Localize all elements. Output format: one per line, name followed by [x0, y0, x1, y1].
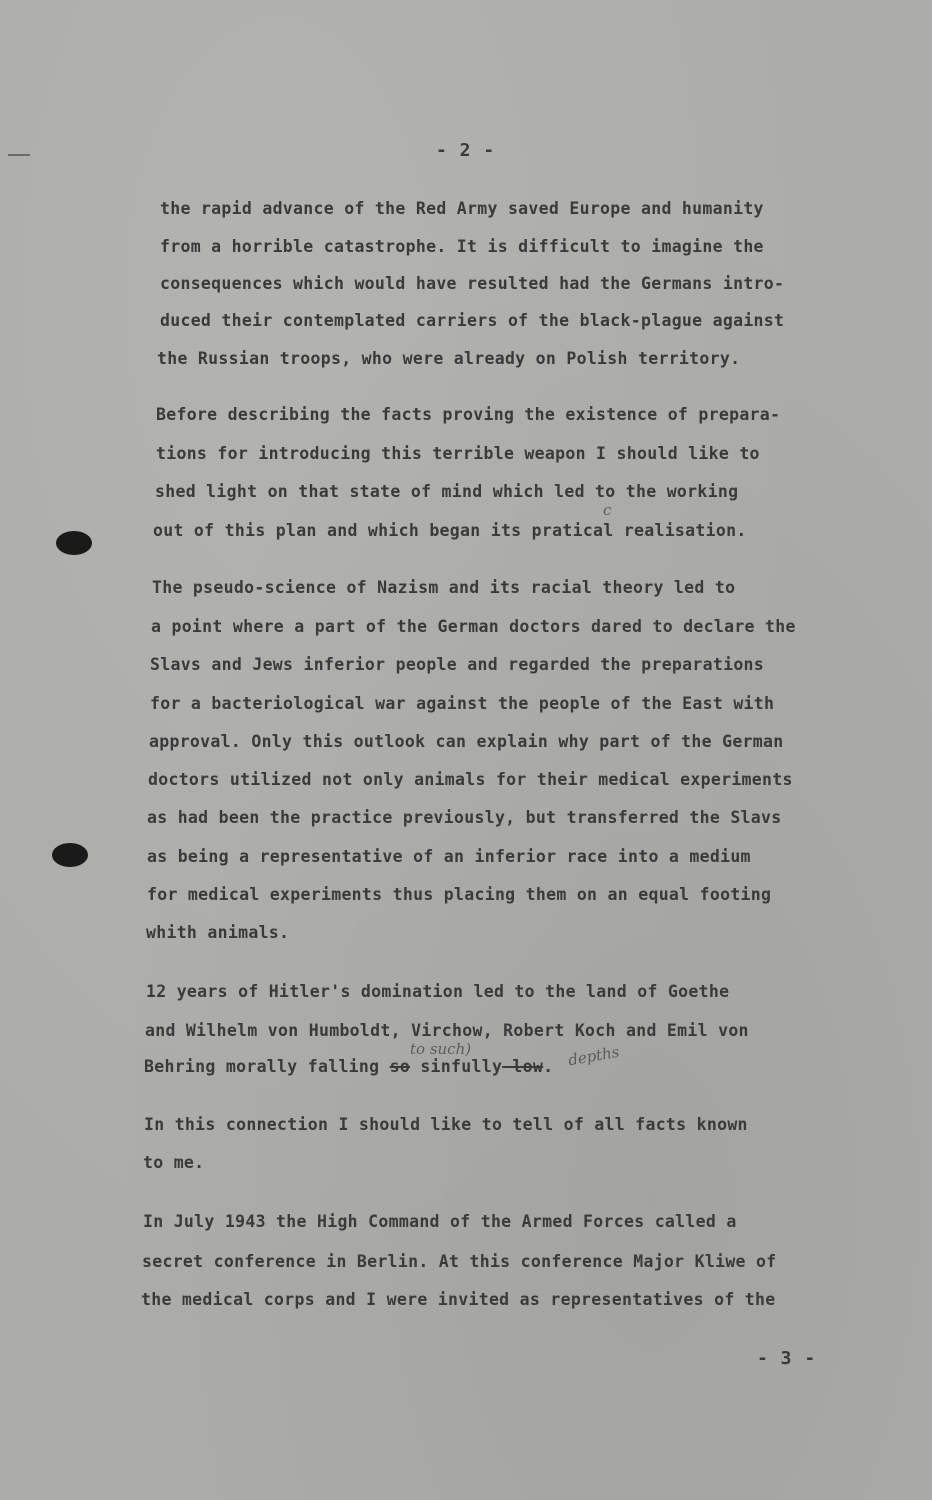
text-line: doctors utilized not only animals for their medical experiments [148, 770, 793, 789]
text-line: 12 years of Hitler's domination led to the land of Goethe [146, 982, 730, 1001]
text-line: Slavs and Jews inferior people and regarded the preparations [150, 655, 765, 674]
text-line: and Wilhelm von Humboldt, Virchow, Robert Koch and Emil von [145, 1021, 749, 1040]
text-line: duced their contemplated carriers of the black-plague against [160, 311, 785, 330]
text-segment: Behring morally falling [144, 1057, 390, 1076]
struck-word: low [502, 1057, 544, 1076]
text-line: for medical experiments thus placing them on an equal footing [147, 885, 772, 904]
text-line: a point where a part of the German doctors dared to declare the [151, 617, 796, 636]
struck-word: so [389, 1057, 411, 1076]
punch-hole-icon [52, 843, 88, 867]
text-line: the Russian troops, who were already on Polish territory. [157, 349, 741, 368]
text-line: tions for introducing this terrible weapon I should like to [156, 444, 760, 463]
text-line: secret conference in Berlin. At this conference Major Kliwe of [142, 1252, 777, 1271]
punch-hole-icon [56, 531, 92, 555]
text-line: shed light on that state of mind which led to the working [155, 482, 739, 501]
text-line: consequences which would have resulted had the Germans intro- [160, 274, 785, 293]
handwritten-insertion: to such) [410, 1040, 472, 1058]
text-segment: . [543, 1057, 554, 1076]
text-line: as had been the practice previously, but transferred the Slavs [147, 808, 782, 827]
text-line: out of this plan and which began its pratical realisation. [153, 521, 747, 540]
handwritten-insertion: depths [566, 1042, 621, 1070]
page-number-header: - 2 - [436, 140, 496, 161]
text-line: Before describing the facts proving the existence of prepara- [156, 405, 781, 424]
text-line: as being a representative of an inferior race into a medium [147, 847, 751, 866]
text-line: In July 1943 the High Command of the Armed Forces called a [143, 1212, 737, 1231]
text-line: from a horrible catastrophe. It is difficult to imagine the [160, 237, 764, 256]
text-line-corrected [144, 1057, 553, 1076]
text-line: to me. [143, 1153, 205, 1172]
text-line: the medical corps and I were invited as representatives of the [141, 1290, 776, 1309]
text-line: The pseudo-science of Nazism and its racial theory led to [152, 578, 736, 597]
text-line: the rapid advance of the Red Army saved Europe and humanity [160, 199, 764, 218]
page-number-footer: - 3 - [757, 1348, 817, 1369]
text-line: In this connection I should like to tell of all facts known [144, 1115, 748, 1134]
edge-mark [8, 154, 30, 156]
handwritten-insertion: c [603, 501, 612, 519]
text-line: approval. Only this outlook can explain why part of the German [149, 732, 784, 751]
text-line: for a bacteriological war against the people of the East with [150, 694, 775, 713]
text-line: whith animals. [146, 923, 290, 942]
text-segment: sinfully [410, 1057, 503, 1076]
